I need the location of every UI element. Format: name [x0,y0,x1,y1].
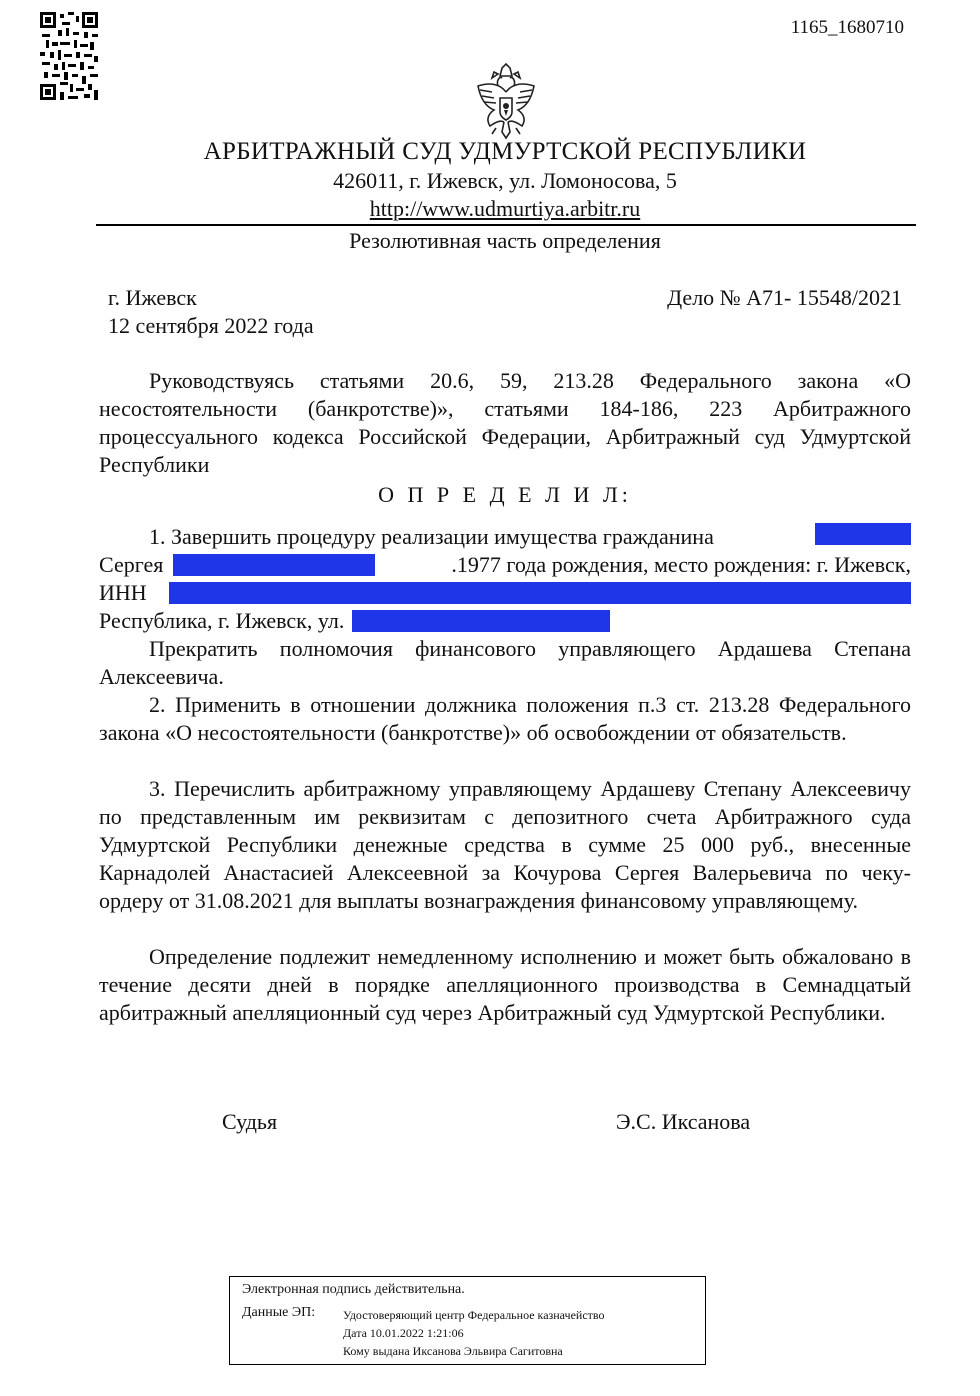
redaction-block [352,610,610,632]
redaction-block [173,554,375,576]
e-signature-status: Электронная подпись действительна. [242,1282,465,1297]
e-signature-date: Дата 10.01.2022 1:21:06 [343,1326,464,1340]
court-name: АРБИТРАЖНЫЙ СУД УДМУРТСКОЙ РЕСПУБЛИКИ [203,138,807,165]
document-id: 1165_1680710 [790,17,904,38]
coat-of-arms-icon [470,62,542,140]
e-signature-label: Данные ЭП: [242,1305,316,1320]
header-divider [96,224,916,226]
item-2-paragraph: 2. Применить в отношении должника положения п.3 ст. 213.28 Федерального закона «О несостоятельности (банкротстве)» об освобождении от обязательств. [99,692,911,745]
decision-date: 12 сентября 2022 года [108,313,314,338]
document-type: Резолютивная часть определения [349,228,661,253]
item-3-paragraph: 3. Перечислить арбитражному управляющему Ардашеву Степану Алексеевичу по представленным им реквизитам с депозитного счета Арбитражного суда Удмуртской Республики денежные средства в сумме 25 000 руб., внесенные Карнадолей Анастасией Алексеевной за Кочурова Сергея Валерьевича по чеку-ордеру от 31.08.2021 для выплаты вознаграждения финансовому управляющему. [99,776,911,913]
court-address: 426011, г. Ижевск, ул. Ломоносова, 5 [333,168,677,193]
item-1-birth: .1977 года рождения, место рождения: г. Ижевск, [451,552,911,577]
e-signature-issuer: Удостоверяющий центр Федеральное казначейство [343,1308,605,1322]
item-1-inn: ИНН [99,580,147,605]
e-signature-box [229,1276,706,1365]
court-website-link[interactable]: http://www.udmurtiya.arbitr.ru [369,196,641,221]
redaction-block [815,523,911,545]
e-signature-owner: Кому выдана Иксанова Эльвира Сагитовна [343,1344,563,1358]
item-1-paragraph [99,523,911,635]
item-1-address: Республика, г. Ижевск, ул. [99,608,345,633]
intro-paragraph: Руководствуясь статьями 20.6, 59, 213.28 Федерального закона «О несостоятельности (банкротстве)», статьями 184-186, 223 Арбитражного процессуального кодекса Российской Федерации, Арбитражный суд Удмуртской Республики [99,368,911,477]
appeal-paragraph: Определение подлежит немедленному исполнению и может быть обжаловано в течение десяти дней в порядке апелляционного производства в Семнадцатый арбитражный апелляционный суд через Арбитражный суд Удмуртской Республики. [99,944,911,1025]
item-1-name: Сергея [99,552,164,577]
judge-title: Судья [222,1109,278,1134]
redaction-block [169,582,911,604]
case-number: Дело № А71- 15548/2021 [667,285,902,310]
item-1b-paragraph: Прекратить полномочия финансового управляющего Ардашева Степана Алексеевича. [99,636,911,689]
item-1-text: 1. Завершить процедуру реализации имущества гражданина [149,524,714,549]
judge-name: Э.С. Иксанова [616,1109,751,1134]
ruling-heading: О П Р Е Д Е Л И Л: [378,482,632,507]
qr-code-icon [40,12,98,100]
city: г. Ижевск [108,285,197,310]
